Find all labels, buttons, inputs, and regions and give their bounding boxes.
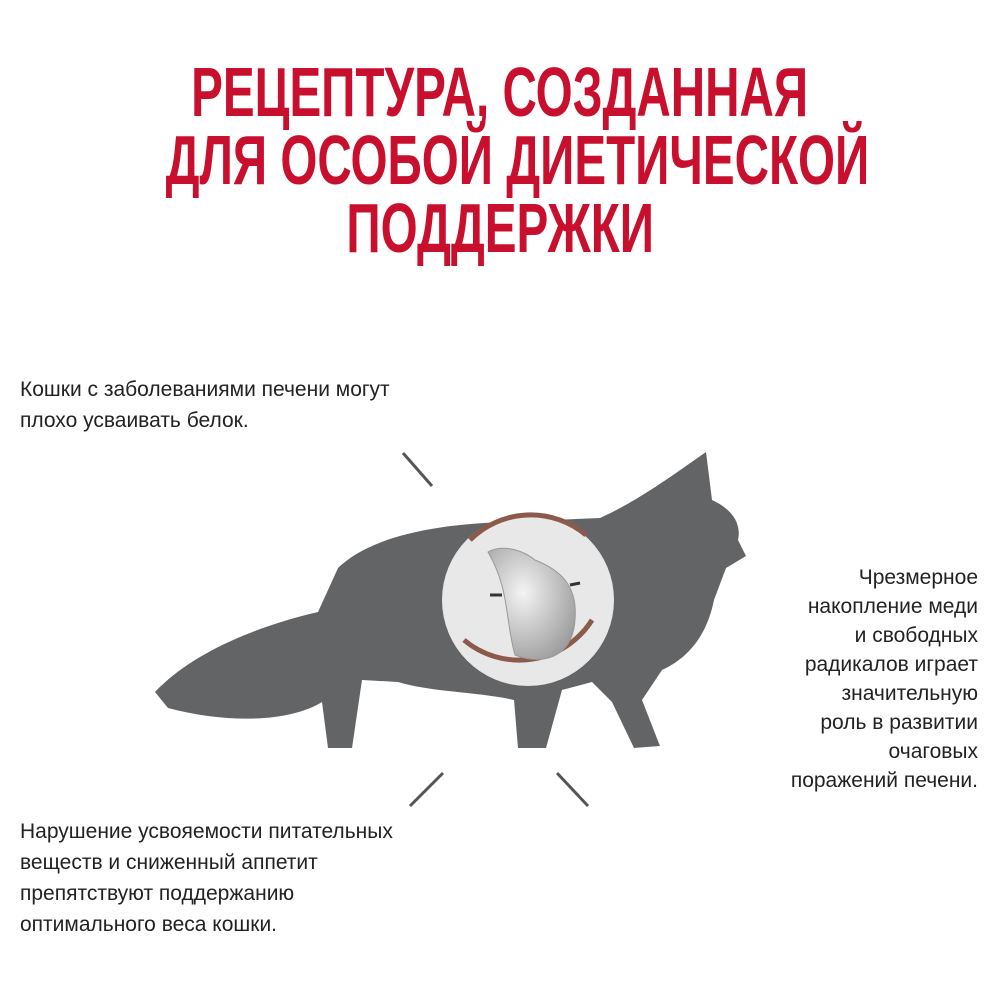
title-line-2: ДЛЯ ОСОБОЙ ДИЕТИЧЕСКОЙ bbox=[165, 121, 870, 199]
callout-line: накопление меди bbox=[807, 595, 978, 618]
callout-line: плохо усваивать белок. bbox=[20, 409, 249, 432]
callout-line: Нарушение усвояемости питательных bbox=[20, 820, 393, 843]
divider-top-left bbox=[20, 453, 432, 486]
title-line-1: РЕЦЕПТУРА, СОЗДАННАЯ bbox=[191, 53, 809, 131]
callout-protein bbox=[20, 374, 390, 436]
callout-line: Кошки с заболеваниями печени могут bbox=[20, 378, 390, 401]
liver-icon bbox=[442, 514, 614, 686]
title-line-3: ПОДДЕРЖКИ bbox=[346, 189, 654, 267]
callout-line: препятствуют поддержанию bbox=[20, 882, 295, 905]
callout-line: значительную bbox=[841, 682, 978, 705]
callout-copper bbox=[791, 563, 978, 795]
callout-line: оптимального веса кошки. bbox=[20, 913, 278, 936]
callout-weight bbox=[20, 816, 393, 940]
callout-line: и свободных bbox=[854, 624, 978, 647]
callout-line: радикалов играет bbox=[804, 653, 978, 676]
callout-line: веществ и сниженный аппетит bbox=[20, 851, 318, 874]
callout-line: роль в развитии bbox=[820, 711, 978, 734]
callout-line: очаговых bbox=[888, 740, 978, 763]
callout-line: поражений печени. bbox=[790, 769, 978, 792]
divider-bottom-left bbox=[20, 773, 443, 806]
callout-line: Чрезмерное bbox=[858, 566, 978, 589]
